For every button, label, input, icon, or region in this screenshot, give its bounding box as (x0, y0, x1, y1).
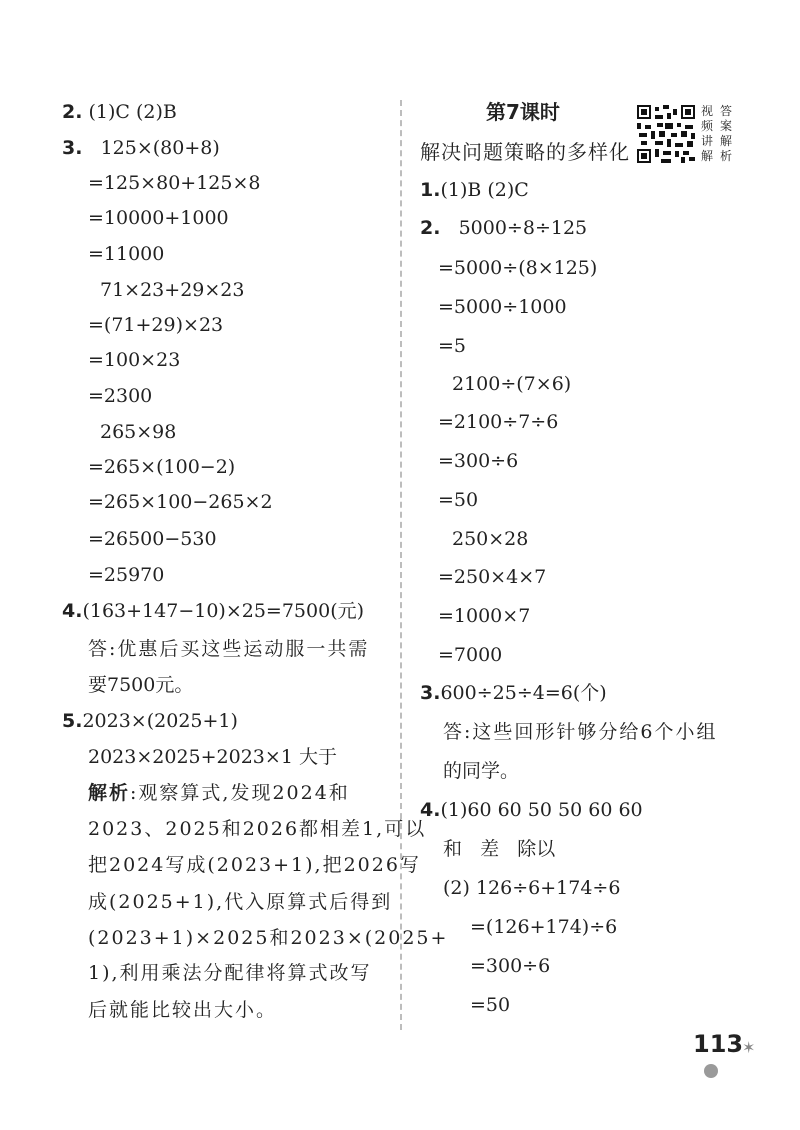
analysis-line: 成(2025+1),代入原算式后得到 (88, 891, 393, 913)
calc-line: =300÷6 (470, 955, 551, 977)
calc-line: =265×(100−2) (88, 456, 236, 478)
calc-line: =250×4×7 (438, 566, 547, 588)
page-number: 113 (693, 1030, 744, 1058)
answer-2 (62, 100, 177, 124)
answer-words: 和 差 除以 (443, 838, 556, 860)
column-divider (400, 100, 402, 1030)
answer-5 (62, 709, 238, 733)
answer-text: 2023×(2025+1) (82, 710, 238, 732)
answer-4 (62, 599, 364, 623)
calc-line: =2300 (88, 385, 153, 407)
calc-line: =7000 (438, 644, 503, 666)
question-number: 5. (62, 710, 83, 732)
analysis-line: 后就能比较出大小。 (88, 999, 278, 1021)
calc-line: =125×80+125×8 (88, 172, 261, 194)
analysis-line: (2023+1)×2025和2023×(2025+ (88, 927, 449, 949)
answer-text: 600÷25÷4=6(个) (440, 682, 607, 704)
question-number: 1. (420, 179, 441, 201)
calc-line: =11000 (88, 243, 165, 265)
qr-label: 析 (719, 149, 732, 163)
answer-text: (1)60 60 50 50 60 60 (440, 799, 643, 821)
answer-2 (420, 216, 587, 240)
qr-label: 讲 (700, 134, 713, 148)
answer-3 (62, 136, 220, 160)
answer-text: (1)C (2)B (88, 101, 177, 123)
analysis-line (88, 781, 350, 805)
calc-line: 2100÷(7×6) (452, 373, 572, 395)
question-number: 4. (62, 600, 83, 622)
lesson-title: 第7课时 (486, 100, 560, 124)
question-number: 3. (62, 137, 83, 159)
answer-sentence: 要7500元。 (88, 674, 194, 696)
analysis-label: 解析 (88, 782, 131, 804)
calc-line: 2023×2025+2023×1 大于 (88, 746, 337, 768)
analysis-text: :观察算式,发现2024和 (130, 782, 350, 804)
analysis-line: 1),利用乘法分配律将算式改写 (88, 962, 372, 984)
question-number: 2. (420, 217, 441, 239)
answer-1 (420, 178, 529, 202)
qr-label: 视 (700, 104, 713, 118)
answer-sentence: 答:这些回形针够分给6个小组 (443, 721, 718, 743)
question-number: 4. (420, 799, 441, 821)
analysis-line: 把2024写成(2023+1),把2026写 (88, 854, 421, 876)
calc-line: =265×100−265×2 (88, 491, 273, 513)
question-number: 2. (62, 101, 83, 123)
qr-code-icon[interactable] (637, 105, 695, 163)
calc-line: =100×23 (88, 349, 181, 371)
calc-line: =5 (438, 335, 467, 357)
answer-sentence: 的同学。 (443, 760, 520, 782)
answer-text: 5000÷8÷125 (458, 217, 588, 239)
decorative-dot (704, 1064, 718, 1078)
answer-3 (420, 681, 607, 705)
answer-4 (420, 798, 643, 822)
qr-label: 解 (719, 134, 732, 148)
answer-text: 125×(80+8) (100, 137, 220, 159)
calc-line: (2) 126÷6+174÷6 (443, 877, 621, 899)
calc-line: =10000+1000 (88, 207, 229, 229)
calc-line: 265×98 (100, 421, 177, 443)
calc-line: =5000÷(8×125) (438, 257, 598, 279)
qr-label: 答 (719, 104, 732, 118)
qr-label: 解 (700, 149, 713, 163)
calc-line: 71×23+29×23 (100, 279, 245, 301)
calc-line: =25970 (88, 564, 165, 586)
calc-line: =50 (470, 994, 511, 1016)
calc-line: =1000×7 (438, 605, 531, 627)
qr-label: 频 (700, 119, 713, 133)
calc-line: =300÷6 (438, 450, 519, 472)
calc-line: =(126+174)÷6 (470, 916, 618, 938)
answer-text: (1)B (2)C (440, 179, 529, 201)
answer-sentence: 答:优惠后买这些运动服一共需 (88, 638, 370, 660)
star-icon: ✶ (742, 1038, 756, 1057)
analysis-line: 2023、2025和2026都相差1,可以 (88, 818, 427, 840)
lesson-subtitle: 解决问题策略的多样化 (420, 140, 630, 164)
calc-line: =26500−530 (88, 528, 217, 550)
calc-line: =(71+29)×23 (88, 314, 224, 336)
calc-line: =2100÷7÷6 (438, 411, 559, 433)
calc-line: =5000÷1000 (438, 296, 567, 318)
answer-text: (163+147−10)×25=7500(元) (82, 600, 365, 622)
qr-label: 案 (719, 119, 732, 133)
calc-line: 250×28 (452, 528, 529, 550)
question-number: 3. (420, 682, 441, 704)
calc-line: =50 (438, 489, 479, 511)
